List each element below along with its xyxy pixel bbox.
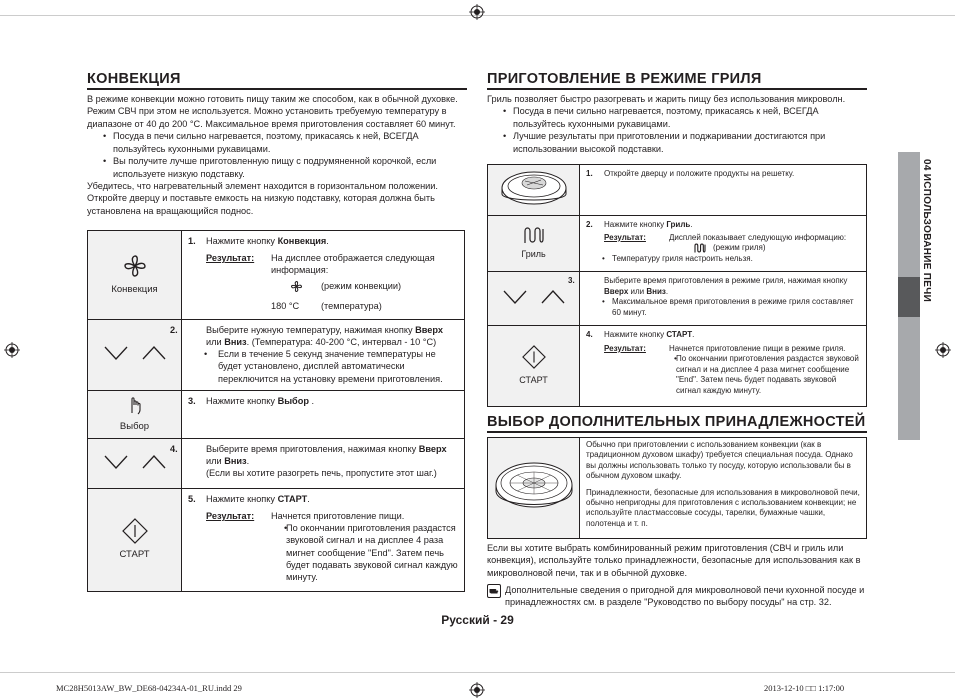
start-button-cell [488, 326, 580, 407]
low-rack-image [492, 455, 576, 517]
step-note: (Если вы хотите разогреть печь, пропустите этот шаг.) [206, 468, 437, 479]
step-instruction: Выберите время приготовления в режиме гриля, нажимая кнопку [604, 276, 848, 285]
step-punct: . [246, 456, 250, 467]
grill-rack-cell [488, 165, 580, 216]
grill-intro: Гриль позволяет быстро разогревать и жарить пищу без использования микроволн. [487, 94, 846, 104]
convection-button-label: Конвекция [111, 284, 158, 296]
grill-step-4 [488, 326, 867, 407]
registration-mark-icon [935, 342, 951, 358]
result-label: Результат: [604, 232, 646, 242]
select-hand-icon [126, 396, 144, 416]
convection-step-3 [88, 391, 465, 439]
step-number: 2. [586, 220, 593, 229]
grill-step-1 [488, 165, 867, 216]
step-bullet: • Максимальное время приготовления в режиме гриля составляет 60 минут. [586, 297, 860, 318]
grill-button-cell [488, 216, 580, 272]
accessories-para: Обычно при приготовлении с использованием конвекции (как в традиционном духовом шкафу) требуется специальная посуда. Однако вы должны использовать только ту посуду, которую использовали бы в обычном духовом шкафу. [586, 440, 853, 481]
step-punct: . [308, 396, 315, 406]
display-temp-value: 180 °C [271, 300, 300, 311]
step-punct: . [690, 220, 693, 229]
step-note: . (Температура: 40-200 °C, интервал - 10 °C) [246, 337, 437, 348]
button-name: Вверх [604, 286, 629, 296]
step-number: 1. [586, 169, 593, 178]
step-number: 5. [188, 494, 196, 504]
result-label: Результат: [206, 253, 255, 264]
page-number: Русский - 29 [441, 613, 514, 627]
registration-mark-icon [469, 682, 485, 698]
convection-steps-table [87, 230, 465, 592]
convection-button-cell [88, 231, 182, 320]
button-name: СТАРТ [277, 494, 308, 504]
button-name: Конвекция [277, 236, 327, 246]
accessories-note: Дополнительные сведения о пригодной для микроволновой печи кухонной посуде и принадлежностях см. в разделе "Руководство по выбору посуды" на стр. 32. [505, 585, 865, 608]
step-number: 3. [188, 396, 196, 406]
result-label: Результат: [206, 511, 255, 522]
step-instruction: Выберите нужную температуру, нажимая кнопку [206, 325, 416, 335]
button-name: СТАРТ [666, 330, 693, 339]
grill-rack-image [494, 166, 574, 210]
display-mode-text: (режим конвекции) [321, 281, 402, 292]
step-instruction: Выберите время приготовления, нажимая кнопку [206, 444, 419, 454]
step-connector: или [206, 456, 225, 467]
accessories-row [488, 438, 867, 539]
print-file-info: MC28H5013AW_BW_DE68-04234A-01_RU.indd 29 [56, 683, 242, 693]
arrows-cell [88, 320, 182, 391]
step-text [580, 326, 867, 407]
down-up-arrows-icon [102, 452, 168, 472]
step-punct: . [665, 286, 669, 296]
step-text [182, 231, 465, 320]
select-button-cell [88, 391, 182, 439]
button-name: Вверх [418, 444, 447, 454]
step-number: 4. [170, 444, 178, 454]
step-text [580, 165, 867, 216]
button-name: Вниз [224, 337, 247, 348]
convection-intro: В режиме конвекции можно готовить пищу таким же способом, как в обычной духовке. Режим СВЧ при этом не используется. Можно установить требуемую температуру в диапазоне от 40 до 200 °C. Максимальное время приготовления составляет 60 минут. [87, 94, 458, 129]
button-name: Выбор [277, 396, 309, 406]
result-label: Результат: [604, 343, 646, 353]
start-button-label: СТАРТ [519, 374, 548, 385]
accessory-image-cell [488, 438, 580, 539]
convection-step-2 [88, 320, 465, 391]
result-text: Дисплей показывает следующую информацию: [669, 232, 847, 242]
result-text: Начнется приготовление пищи в режиме гриля. [669, 343, 846, 353]
convection-bullet: • Вы получите лучше приготовленную пищу с подрумяненной корочкой, если используете низкую подставку. [87, 155, 465, 180]
step-text [182, 489, 465, 592]
step-bullet: • Если в течение 5 секунд значение температуры не будет установлено, дисплей автоматически переключится на установку времени приготовления. [188, 348, 458, 384]
step-text [568, 272, 867, 326]
step-number: 2. [170, 325, 178, 335]
step-instruction: Нажмите кнопку [604, 330, 667, 339]
start-diamond-icon [122, 518, 148, 544]
display-mode-text: (режим гриля) [713, 243, 766, 253]
step-connector: или [628, 286, 647, 296]
convection-step-1 [88, 231, 465, 320]
start-diamond-icon [522, 345, 546, 369]
convection-step-4 [88, 439, 465, 489]
step-number: 1. [188, 236, 196, 246]
registration-mark-icon [4, 342, 20, 358]
step-instruction: Нажмите кнопку [206, 396, 278, 406]
convection-step-5 [88, 489, 465, 592]
button-name: Вниз [224, 456, 247, 467]
arrows-cell [488, 272, 580, 326]
result-text: Начнется приготовление пищи. [271, 511, 405, 522]
grill-title: ПРИГОТОВЛЕНИЕ В РЕЖИМЕ ГРИЛЯ [487, 71, 762, 87]
result-text: На дисплее отображается следующая информация: [271, 253, 435, 276]
display-fan-icon [271, 280, 321, 296]
arrows-cell [88, 439, 182, 489]
step-text [182, 391, 465, 439]
step-text [580, 216, 867, 272]
accessories-outro: Если вы хотите выбрать комбинированный режим приготовления (СВЧ и гриль или конвекция), используйте только принадлежности, безопасные для использования как в микроволновой печи, так и в обычной духовке. [487, 543, 861, 578]
grill-bullet: • Посуда в печи сильно нагревается, поэтому, прикасаясь к ней, ВСЕГДА пользуйтесь кухонными рукавицами. [487, 105, 867, 130]
accessories-table [487, 437, 867, 539]
convection-outro: Убедитесь, что нагревательный элемент находится в горизонтальном положении. Откройте дверцу и поставьте емкость на низкую подставку, которая должна быть установлена на вращающийся поднос. [87, 180, 438, 216]
title-underline [487, 88, 867, 90]
grill-step-3 [488, 272, 867, 326]
step-punct: . [692, 330, 695, 339]
step-instruction: Нажмите кнопку [206, 494, 278, 504]
down-up-arrows-icon [102, 343, 168, 363]
grill-bullet: • Лучшие результаты при приготовлении и поджаривании достигаются при использовании высокой подставки. [487, 130, 867, 155]
step-number: 4. [586, 330, 593, 339]
accessories-text [580, 438, 867, 539]
step-instruction: Нажмите кнопку [604, 220, 667, 229]
accessories-title: ВЫБОР ДОПОЛНИТЕЛЬНЫХ ПРИНАДЛЕЖНОСТЕЙ [487, 414, 866, 430]
step-text [170, 439, 465, 489]
accessories-para: Принадлежности, безопасные для использования в микроволновой печи, обычно непригодны для приготовления с использованием конвекции; не используйте пластмассовые сосуды, тарелки, бумажные чашки, полотенца и т. п. [586, 487, 860, 528]
grill-button-label: Гриль [521, 249, 546, 260]
step-instruction: Нажмите кнопку [206, 236, 278, 246]
button-name: Вверх [415, 325, 443, 335]
grill-text [487, 93, 867, 155]
grill-coil-icon [522, 226, 546, 244]
display-temp-text: (температура) [321, 300, 382, 311]
trim-line-bottom [0, 672, 955, 673]
grill-step-2 [488, 216, 867, 272]
select-button-label: Выбор [119, 420, 150, 432]
convection-title: КОНВЕКЦИЯ [87, 71, 181, 87]
section-tab-label: 04 ИСПОЛЬЗОВАНИЕ ПЕЧИ [921, 159, 932, 303]
step-bullet: • По окончании приготовления раздастся звуковой сигнал и на дисплее 4 раза мигнет сообщение "End". Затем печь будет подавать звуковой сигнал каждую минуту. [268, 522, 458, 583]
button-name: Вниз [646, 286, 666, 296]
button-name: Гриль [666, 220, 691, 229]
step-punct: . [326, 236, 329, 246]
registration-mark-icon [469, 4, 485, 20]
convection-bullet: • Посуда в печи сильно нагревается, поэтому, прикасаясь к ней, ВСЕГДА пользуйтесь кухонными рукавицами. [87, 130, 465, 155]
step-bullet: • По окончании приготовления раздастся звуковой сигнал и на дисплее 4 раза мигнет сообщение "End". Затем печь будет подавать звуковой сигнал каждую минуту. [658, 354, 860, 396]
down-up-arrows-icon [501, 287, 567, 307]
grill-steps-table [487, 164, 867, 407]
note-hand-icon [487, 584, 501, 598]
step-text [170, 320, 465, 391]
convection-text [87, 93, 465, 217]
display-grill-icon [693, 243, 707, 253]
step-number: 3. [568, 276, 575, 285]
start-button-cell [88, 489, 182, 592]
convection-fan-icon [122, 253, 148, 279]
print-date-info: 2013-12-10 □□ 1:17:00 [764, 683, 845, 693]
start-button-label: СТАРТ [119, 549, 150, 561]
title-underline [87, 88, 467, 90]
step-bullet: • Температуру гриля настроить нельзя. [586, 254, 860, 265]
step-instruction: Откройте дверцу и положите продукты на решетку. [604, 169, 795, 178]
step-punct: . [307, 494, 310, 504]
step-connector: или [206, 337, 225, 348]
title-underline [487, 431, 867, 433]
